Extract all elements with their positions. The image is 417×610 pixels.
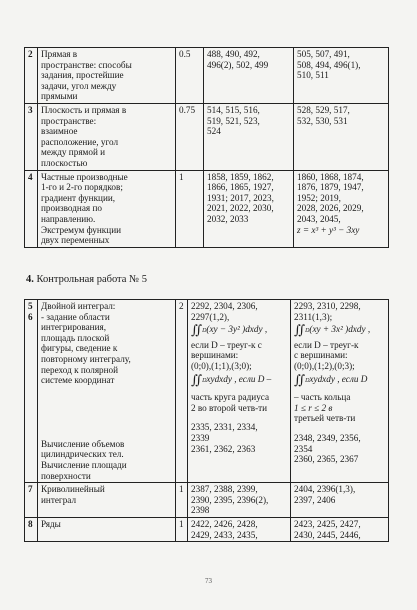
- topic-line: поверхности: [41, 470, 91, 481]
- tasks-a-cell: [188, 483, 291, 518]
- tasks-a-cell: [204, 170, 294, 247]
- table-row: [25, 103, 389, 170]
- tasks-line: 505, 507, 491,: [297, 49, 350, 59]
- topic-line: градиент функции,: [41, 192, 116, 203]
- tasks-line: 2361, 2362, 2363: [191, 443, 256, 454]
- topic-line: интеграл: [41, 494, 77, 505]
- integral-domain: D: [305, 328, 310, 335]
- tasks-b-cell: [291, 300, 389, 483]
- topic-line: Прямая в: [41, 49, 78, 59]
- double-integral-2: [294, 371, 385, 387]
- topic-line: Ряды: [41, 518, 61, 529]
- tasks-line: 514, 515, 516,: [207, 104, 260, 115]
- tasks-line: (0;0),(1;1),(3;0);: [191, 360, 252, 371]
- double-integral-1: [294, 324, 385, 337]
- integrand: (xy + 3x² )dxdy ,: [309, 324, 371, 335]
- row-number: 7: [25, 483, 38, 518]
- tasks-line: 2422, 2426, 2428,: [191, 518, 258, 529]
- topic-line: Экстремум функции: [41, 224, 122, 235]
- table-row: [25, 170, 389, 247]
- table-row: [25, 483, 389, 518]
- table-row: [25, 48, 389, 104]
- topic-line: направлению.: [41, 213, 96, 224]
- topic-line: - задание области: [41, 311, 110, 322]
- tasks-b-cell: [294, 170, 389, 247]
- tasks-line: 2 во второй четв-ти: [191, 402, 268, 413]
- topic-line: задачи, угол между: [41, 80, 117, 91]
- topic-line: системе координат: [41, 375, 115, 386]
- tasks-line: 1858, 1859, 1862,: [207, 171, 274, 182]
- tasks-line: 524: [207, 126, 221, 137]
- spacer: [41, 386, 172, 439]
- topic-line: задания, простейшие: [41, 70, 124, 81]
- weight-cell: 0.5: [176, 48, 204, 104]
- topic-line: площадь плоской: [41, 332, 110, 343]
- table-row: [25, 300, 389, 483]
- double-integral-2: [191, 371, 287, 387]
- topic-line: производная по: [41, 203, 102, 214]
- tasks-line: 528, 529, 517,: [297, 104, 350, 115]
- tasks-line: 2028, 2026, 2029,: [297, 203, 364, 214]
- topic-line: двух переменных: [41, 235, 110, 246]
- row-number: 3: [25, 103, 38, 170]
- integral-sign: ∬: [294, 322, 306, 338]
- tasks-line: 519, 521, 523,: [207, 115, 260, 126]
- function-formula: z = x³ + y³ − 3xy: [297, 224, 360, 235]
- topic-line: повторному интегралу,: [41, 353, 131, 364]
- tasks-line: 508, 494, 496(1),: [297, 59, 361, 70]
- topic-cell: [38, 103, 176, 170]
- tasks-line: 2404, 2396(1,3),: [294, 484, 356, 495]
- tasks-a-cell: [204, 48, 294, 104]
- spacer: [191, 454, 287, 464]
- topic-line: Вычисление объемов: [41, 438, 125, 449]
- tasks-line: 2032, 2033: [207, 213, 249, 224]
- topic-cell: [38, 300, 176, 483]
- tasks-line: 1860, 1868, 1874,: [297, 171, 364, 182]
- section-title: Контрольная работа № 5: [36, 274, 147, 285]
- tasks-line: если D – треуг-к с: [191, 339, 262, 350]
- integral-domain: D: [202, 377, 207, 384]
- tasks-line: 1876, 1879, 1947,: [297, 182, 364, 193]
- topic-line: Вычисление площади: [41, 459, 127, 470]
- topic-line: интегрирования,: [41, 322, 107, 333]
- table-row: [25, 517, 389, 541]
- tasks-line: 532, 530, 531: [297, 115, 348, 126]
- topic-line: Частные производные: [41, 171, 128, 182]
- tasks-line: если D – треуг-к: [294, 339, 359, 350]
- row-number: 2: [25, 48, 38, 104]
- tasks-line: 2339: [191, 432, 210, 443]
- study-plan-table-1: [24, 47, 389, 248]
- tasks-line: 2429, 2433, 2435,: [191, 529, 258, 540]
- topic-line: переход к полярной: [41, 364, 119, 375]
- tasks-line: 2021, 2022, 2030,: [207, 203, 274, 214]
- row-number-6: 6: [28, 311, 33, 322]
- tasks-line: 2348, 2349, 2356,: [294, 432, 361, 443]
- topic-line: цилиндрических тел.: [41, 449, 124, 460]
- tasks-line: 496(2), 502, 499: [207, 59, 269, 70]
- weight-cell: 1: [176, 483, 188, 518]
- topic-line: плоскостью: [41, 157, 88, 168]
- tasks-line: 2387, 2388, 2399,: [191, 484, 258, 495]
- tasks-line: 510, 511: [297, 70, 329, 81]
- tasks-line: 2397, 2406: [294, 494, 336, 505]
- topic-line: пространстве:: [41, 115, 97, 126]
- topic-cell: [38, 170, 176, 247]
- topic-cell: [38, 483, 176, 518]
- weight-cell: 0.75: [176, 103, 204, 170]
- weight-cell: 1: [176, 170, 204, 247]
- tasks-line: третьей четв-ти: [294, 413, 356, 424]
- topic-cell: [38, 48, 176, 104]
- integral-domain: D: [305, 377, 310, 384]
- tasks-line: – часть кольца: [294, 392, 351, 403]
- topic-line: Плоскость и прямая в: [41, 104, 127, 115]
- study-plan-table-2: [24, 299, 389, 542]
- tasks-line: 2311(1,3);: [294, 311, 333, 322]
- section-heading: [26, 274, 147, 285]
- tasks-line: 2354: [294, 443, 313, 454]
- tasks-line: 2292, 2304, 2306,: [191, 301, 258, 311]
- row-number-5: 5: [28, 301, 33, 311]
- integral-sign: ∬: [294, 371, 306, 387]
- tasks-a-cell: [204, 103, 294, 170]
- topic-line: расположение, угол: [41, 136, 119, 147]
- topic-line: взаимное: [41, 126, 78, 137]
- tasks-line: 2335, 2331, 2334,: [191, 422, 258, 433]
- row-number: [25, 300, 38, 483]
- page-number: 73: [205, 577, 212, 585]
- tasks-line: 1866, 1865, 1927,: [207, 182, 274, 193]
- topic-line: прямыми: [41, 91, 78, 102]
- integrand: xydxdy , если D: [309, 373, 368, 384]
- integral-sign: ∬: [191, 322, 203, 338]
- tasks-line: с вершинами:: [294, 350, 348, 361]
- topic-line: 1-го и 2-го порядков;: [41, 182, 123, 193]
- topic-line: пространстве: способы: [41, 59, 132, 70]
- tasks-a-cell: [188, 517, 291, 541]
- section-number: 4.: [26, 274, 34, 285]
- tasks-a-cell: [188, 300, 291, 483]
- tasks-line: 1 ≤ r ≤ 2 в: [294, 402, 333, 413]
- tasks-line: вершинами:: [191, 350, 239, 361]
- weight-cell: 2: [176, 300, 188, 483]
- topic-cell: [38, 517, 176, 541]
- integrand: xydxdy , если D –: [206, 373, 272, 384]
- tasks-line: 2430, 2445, 2446,: [294, 529, 361, 540]
- topic-line: Двойной интеграл:: [41, 301, 116, 311]
- tasks-line: 2043, 2045,: [297, 213, 341, 224]
- spacer: [294, 424, 385, 433]
- integrand: (xy − 3y² )dxdy ,: [206, 324, 268, 335]
- topic-line: Криволинейный: [41, 484, 105, 495]
- integral-domain: D: [202, 328, 207, 335]
- tasks-line: 1931; 2017, 2023,: [207, 192, 274, 203]
- tasks-line: 2390, 2395, 2396(2),: [191, 494, 269, 505]
- integral-sign: ∬: [191, 371, 203, 387]
- tasks-line: часть круга радиуса: [191, 392, 270, 403]
- tasks-line: (0;0),(1;2),(0;3);: [294, 360, 355, 371]
- tasks-line: 488, 490, 492,: [207, 49, 260, 59]
- spacer: [191, 413, 287, 422]
- tasks-b-cell: [291, 517, 389, 541]
- tasks-line: 2360, 2365, 2367: [294, 454, 359, 465]
- row-number: 8: [25, 517, 38, 541]
- tasks-b-cell: [294, 103, 389, 170]
- topic-line: между прямой и: [41, 147, 106, 158]
- weight-cell: 1: [176, 517, 188, 541]
- tasks-line: 2423, 2425, 2427,: [294, 518, 361, 529]
- tasks-line: 2297(1,2),: [191, 311, 230, 322]
- tasks-line: 2293, 2310, 2298,: [294, 301, 361, 311]
- row-number: 4: [25, 170, 38, 247]
- tasks-line: 2398: [191, 505, 210, 516]
- double-integral-1: [191, 324, 287, 337]
- tasks-b-cell: [294, 48, 389, 104]
- tasks-line: 1952; 2019,: [297, 192, 341, 203]
- tasks-b-cell: [291, 483, 389, 518]
- topic-line: фигуры, сведение к: [41, 343, 118, 354]
